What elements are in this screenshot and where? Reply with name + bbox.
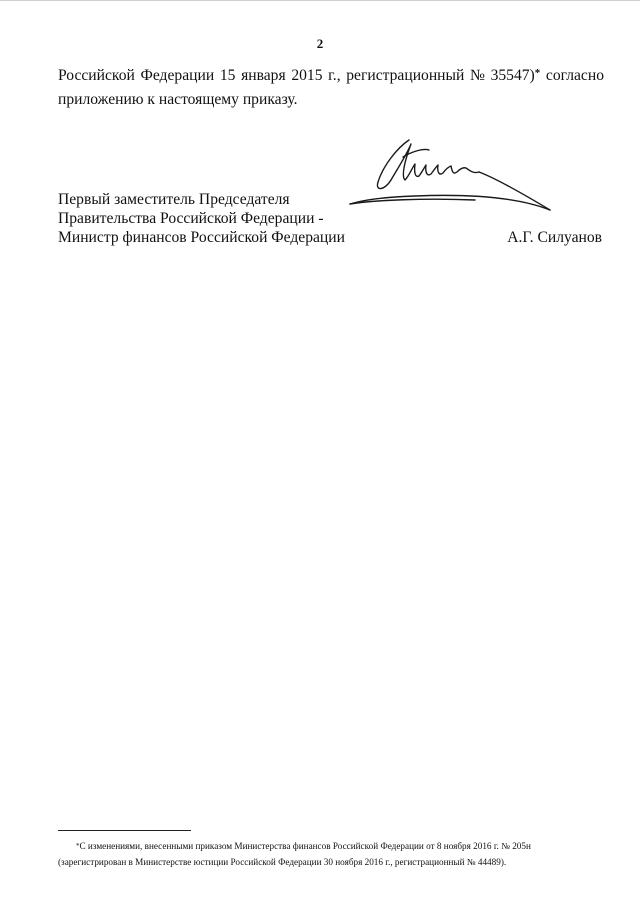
body-word: 2015	[291, 67, 323, 84]
footnote-text: С изменениями, внесенными приказом Министерства финансов Российской Федерации от 8 ноября 2016 г. № 205н	[79, 841, 531, 851]
footnote-mark: *	[76, 842, 80, 850]
footnote-separator	[58, 830, 191, 831]
signatory-title-line: Правительства Российской Федерации -	[58, 210, 324, 227]
footnote-line-2: (зарегистрирован в Министерстве юстиции Российской Федерации 30 ноября 2016 г., регистрационный № 44489).	[58, 857, 507, 867]
body-word: г.,	[328, 67, 341, 84]
body-word: 15	[219, 67, 236, 84]
signatory-title-line: Министр финансов Российской Федерации	[58, 229, 345, 246]
body-word: 35547)	[490, 67, 535, 84]
body-word: согласно	[545, 67, 604, 84]
body-word: Российской	[58, 67, 135, 84]
footnote	[58, 838, 578, 870]
body-line-1	[58, 64, 604, 88]
handwritten-signature	[345, 130, 560, 215]
body-word-with-footnote	[491, 64, 541, 88]
signatory-title-line: Первый заместитель Председателя	[58, 191, 290, 208]
body-word: Федерации	[140, 67, 215, 84]
page-edge	[0, 0, 640, 1]
body-word: января	[241, 67, 286, 84]
footnote-reference: *	[534, 67, 541, 79]
footnote-line-1	[58, 838, 578, 854]
body-word: регистрационный	[346, 67, 465, 84]
signatory-title	[58, 190, 345, 247]
page-number: 2	[316, 36, 324, 51]
body-paragraph	[58, 64, 604, 112]
body-line-2: приложению к настоящему приказу.	[58, 91, 298, 108]
body-word: №	[470, 67, 485, 84]
signer-name: А.Г. Силуанов	[507, 229, 602, 246]
